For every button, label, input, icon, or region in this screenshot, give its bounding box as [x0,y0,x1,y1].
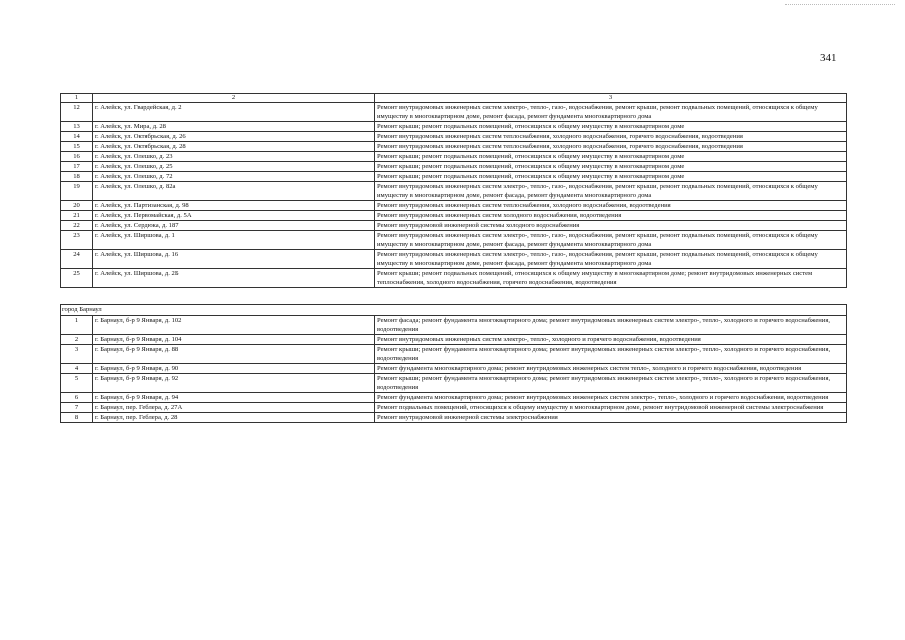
row-number: 16 [61,152,93,162]
row-address: г. Алейск, ул. Гвардейская, д. 2 [93,103,375,122]
row-address: г. Алейск, ул. Первомайская, д. 5А [93,211,375,221]
scan-artifact [785,4,895,7]
section-header-row [61,305,847,316]
table-row [61,103,847,122]
page-number: 341 [820,52,837,64]
table-row [61,221,847,231]
table-row [61,345,847,364]
row-address: г. Алейск, ул. Сердюка, д. 187 [93,221,375,231]
row-address: г. Алейск, ул. Олешко, д. 23 [93,152,375,162]
row-work-description: Ремонт фундамента многоквартирного дома; ремонт внутридомовых инженерных систем электро-, тепло-, холодного и горячего водоснабжения, водоотведения [375,393,847,403]
row-work-description: Ремонт фундамента многоквартирного дома; ремонт внутридомовых инженерных систем тепло-, холодного и горячего водоснабжения, водоотведения [375,364,847,374]
table-row [61,250,847,269]
table-row [61,132,847,142]
row-number: 2 [61,335,93,345]
row-number: 25 [61,269,93,288]
row-address: г. Барнаул, б-р 9 Января, д. 94 [93,393,375,403]
row-address: г. Алейск, ул. Октябрьская, д. 26 [93,132,375,142]
row-number: 3 [61,345,93,364]
row-work-description: Ремонт крыши; ремонт подвальных помещений, относящихся к общему имуществу в многоквартирном доме; ремонт внутридомовых инженерных систем теплоснабжения, холодного водоснабжения, горячего водоснабжения, водоотведения [375,269,847,288]
row-number: 20 [61,201,93,211]
row-number: 8 [61,413,93,423]
address-table [60,93,847,423]
table-row [61,182,847,201]
table-row [61,335,847,345]
row-number: 13 [61,122,93,132]
table-row [61,374,847,393]
column-number-row [61,94,847,103]
row-number: 17 [61,162,93,172]
row-work-description: Ремонт внутридомовых инженерных систем электро-, тепло-, холодного и горячего водоснабжения, водоотведения [375,335,847,345]
row-number: 24 [61,250,93,269]
row-address: г. Алейск, ул. Ширшова, д. 16 [93,250,375,269]
table-row [61,152,847,162]
row-address: г. Алейск, ул. Олешко, д. 25 [93,162,375,172]
row-number: 15 [61,142,93,152]
row-number: 1 [61,316,93,335]
row-work-description: Ремонт внутридомовой инженерной системы холодного водоснабжения [375,221,847,231]
row-address: г. Барнаул, б-р 9 Января, д. 102 [93,316,375,335]
row-work-description: Ремонт крыши; ремонт подвальных помещений, относящихся к общему имуществу в многоквартирном доме [375,122,847,132]
row-work-description: Ремонт крыши; ремонт фундамента многоквартирного дома; ремонт внутридомовых инженерных систем электро-, тепло-, холодного и горячего водоснабжения, водоотведения [375,345,847,364]
row-address: г. Алейск, ул. Олешко, д. 82а [93,182,375,201]
row-address: г. Барнаул, б-р 9 Января, д. 88 [93,345,375,364]
row-work-description: Ремонт крыши; ремонт подвальных помещений, относящихся к общему имуществу в многоквартирном доме [375,152,847,162]
row-number: 14 [61,132,93,142]
column-number-3: 3 [375,94,847,103]
table-row [61,172,847,182]
row-work-description: Ремонт внутридомовых инженерных систем теплоснабжения, холодного водоснабжения, горячего водоснабжения, водоотведения [375,142,847,152]
spacer-cell [61,288,847,305]
table-row [61,231,847,250]
table-row [61,393,847,403]
row-address: г. Барнаул, пер. Геблера, д. 27А [93,403,375,413]
row-address: г. Алейск, ул. Октябрьская, д. 28 [93,142,375,152]
row-work-description: Ремонт внутридомовых инженерных систем электро-, тепло-, газо-, водоснабжения, ремонт крыши, ремонт подвальных помещений, относящихся к общему имуществу в многоквартирном доме, ремонт фасада, ремонт фундамента многоквартирного дома [375,182,847,201]
row-address: г. Алейск, ул. Олешко, д. 72 [93,172,375,182]
row-work-description: Ремонт внутридомовых инженерных систем теплоснабжения, холодного водоснабжения, водоотведения [375,201,847,211]
row-number: 21 [61,211,93,221]
row-work-description: Ремонт внутридомовой инженерной системы электроснабжения [375,413,847,423]
row-address: г. Алейск, ул. Мира, д. 28 [93,122,375,132]
row-work-description: Ремонт внутридомовых инженерных систем электро-, тепло-, газо-, водоснабжения, ремонт крыши, ремонт подвальных помещений, относящихся к общему имуществу в многоквартирном доме, ремонт фасада, ремонт фундамента многоквартирного дома [375,231,847,250]
column-number-1: 1 [61,94,93,103]
table-row [61,142,847,152]
row-number: 12 [61,103,93,122]
address-table-body [61,94,847,423]
row-number: 6 [61,393,93,403]
row-address: г. Алейск, ул. Партизанская, д. 98 [93,201,375,211]
row-address: г. Алейск, ул. Ширшова, д. 2Б [93,269,375,288]
table-row [61,364,847,374]
row-work-description: Ремонт подвальных помещений, относящихся к общему имуществу в многоквартирном доме, ремонт внутридомовой инженерной системы электроснабжения [375,403,847,413]
row-address: г. Алейск, ул. Ширшова, д. 1 [93,231,375,250]
row-number: 7 [61,403,93,413]
row-number: 23 [61,231,93,250]
table-row [61,162,847,172]
row-address: г. Барнаул, б-р 9 Января, д. 104 [93,335,375,345]
table-row [61,413,847,423]
row-work-description: Ремонт внутридомовых инженерных систем теплоснабжения, холодного водоснабжения, горячего водоснабжения, водоотведения [375,132,847,142]
table-row [61,316,847,335]
row-number: 18 [61,172,93,182]
table-row [61,269,847,288]
row-number: 22 [61,221,93,231]
row-work-description: Ремонт крыши; ремонт подвальных помещений, относящихся к общему имуществу в многоквартирном доме [375,162,847,172]
section-spacer [61,288,847,305]
column-number-2: 2 [93,94,375,103]
table-row [61,403,847,413]
section-title: город Барнаул [61,305,847,316]
table-row [61,201,847,211]
row-address: г. Барнаул, пер. Геблера, д. 28 [93,413,375,423]
row-work-description: Ремонт внутридомовых инженерных систем электро-, тепло-, газо-, водоснабжения, ремонт крыши, ремонт подвальных помещений, относящихся к общему имуществу в многоквартирном доме, ремонт фасада, ремонт фундамента многоквартирного дома [375,103,847,122]
row-address: г. Барнаул, б-р 9 Января, д. 90 [93,364,375,374]
row-number: 4 [61,364,93,374]
row-number: 19 [61,182,93,201]
table-row [61,211,847,221]
row-work-description: Ремонт внутридомовых инженерных систем холодного водоснабжения, водоотведения [375,211,847,221]
row-work-description: Ремонт фасада; ремонт фундамента многоквартирного дома; ремонт внутридомовых инженерных систем электро-, тепло-, холодного и горячего водоснабжения, водоотведения [375,316,847,335]
table-row [61,122,847,132]
row-work-description: Ремонт крыши; ремонт фундамента многоквартирного дома; ремонт внутридомовых инженерных систем электро-, тепло-, холодного и горячего водоснабжения, водоотведения [375,374,847,393]
row-work-description: Ремонт внутридомовых инженерных систем электро-, тепло-, газо-, водоснабжения, ремонт крыши, ремонт подвальных помещений, относящихся к общему имуществу в многоквартирном доме, ремонт фасада, ремонт фундамента многоквартирного дома [375,250,847,269]
row-work-description: Ремонт крыши; ремонт подвальных помещений, относящихся к общему имуществу в многоквартирном доме [375,172,847,182]
row-address: г. Барнаул, б-р 9 Января, д. 92 [93,374,375,393]
row-number: 5 [61,374,93,393]
